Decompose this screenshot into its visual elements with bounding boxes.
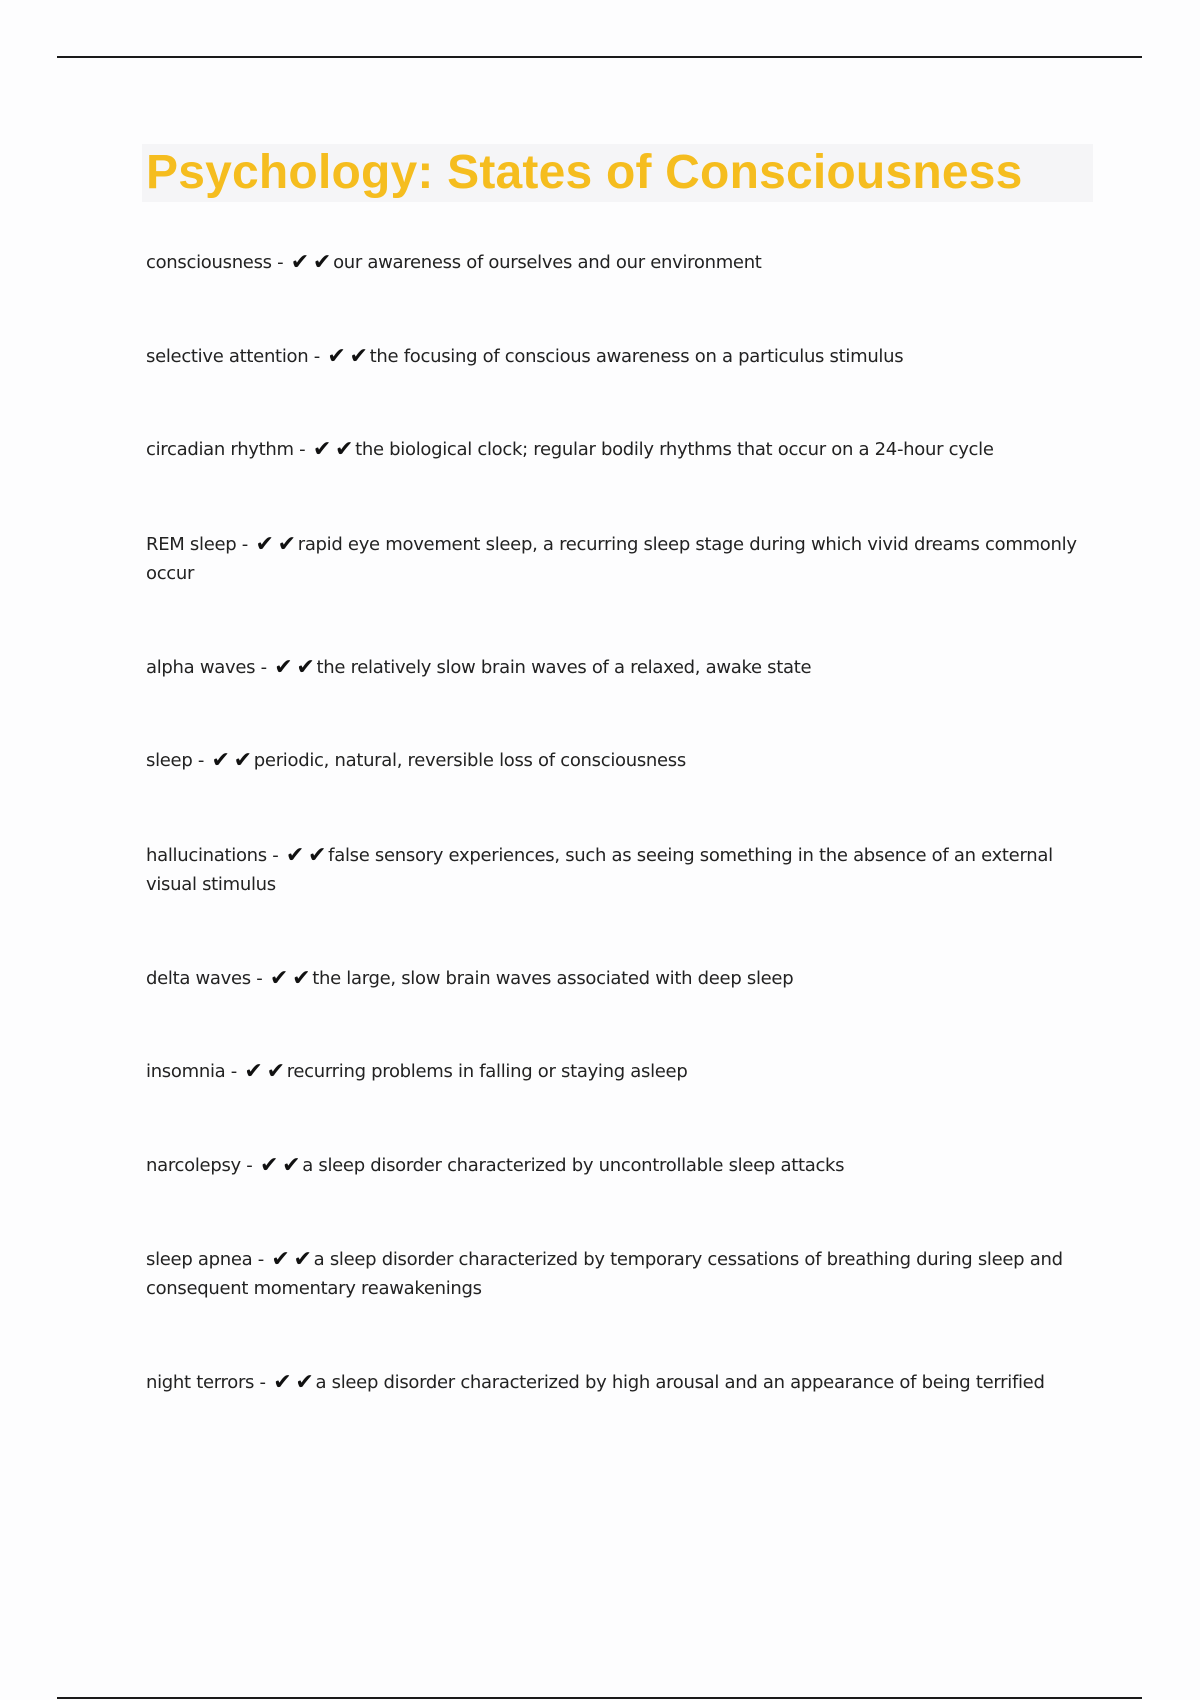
check-icon: ✔ [273, 1370, 292, 1395]
check-icon: ✔ [282, 1153, 301, 1178]
definition: the focusing of conscious awareness on a particulus stimulus [369, 346, 904, 367]
term: selective attention [146, 346, 309, 367]
definition: false sensory experiences, such as seeing something in the absence of an external visual stimulus [146, 845, 1053, 895]
check-icon: ✔ [244, 1059, 263, 1084]
definition: recurring problems in falling or staying asleep [286, 1061, 688, 1082]
separator: - [254, 1372, 272, 1393]
term: night terrors [146, 1372, 255, 1393]
check-icon: ✔ [349, 344, 368, 369]
check-icon: ✔ [295, 1370, 314, 1395]
check-icon: ✔ [334, 437, 354, 462]
separator: - [255, 657, 273, 678]
list-item [146, 1245, 1096, 1303]
definition: periodic, natural, reversible loss of consciousness [253, 750, 686, 771]
term: consciousness [146, 252, 272, 273]
bottom-rule [57, 1697, 1142, 1699]
list-item [146, 964, 1096, 993]
separator: - [293, 439, 311, 460]
check-icon: ✔ [269, 966, 289, 991]
term: sleep apnea [146, 1249, 253, 1270]
list-item [146, 530, 1096, 588]
term: REM sleep [146, 534, 237, 555]
list-item [146, 342, 1096, 371]
check-icon: ✔ [271, 1247, 290, 1272]
list-item [146, 1368, 1096, 1397]
term: alpha waves [146, 657, 256, 678]
definition: rapid eye movement sleep, a recurring sleep stage during which vivid dreams commonly occur [146, 534, 1077, 584]
list-item [146, 248, 1096, 277]
separator: - [252, 1249, 270, 1270]
separator: - [250, 968, 268, 989]
check-icon: ✔ [266, 1059, 285, 1084]
check-icon: ✔ [327, 344, 346, 369]
separator: - [271, 252, 289, 273]
separator: - [225, 1061, 243, 1082]
check-icon: ✔ [296, 655, 315, 680]
list-item [146, 653, 1096, 682]
definition: a sleep disorder characterized by temporary cessations of breathing during sleep and consequent momentary reawakenings [146, 1249, 1063, 1299]
check-icon: ✔ [274, 655, 293, 680]
separator: - [192, 750, 210, 771]
separator: - [308, 346, 326, 367]
check-icon: ✔ [308, 843, 327, 868]
top-rule [57, 56, 1142, 58]
definition: the relatively slow brain waves of a relaxed, awake state [316, 657, 812, 678]
term: sleep [146, 750, 193, 771]
separator: - [266, 845, 284, 866]
list-item [146, 435, 1096, 464]
check-icon: ✔ [293, 1247, 312, 1272]
term: circadian rhythm [146, 439, 294, 460]
definition: our awareness of ourselves and our environment [333, 252, 762, 273]
check-icon: ✔ [290, 250, 309, 275]
check-icon: ✔ [277, 532, 296, 557]
check-icon: ✔ [312, 250, 332, 275]
term: delta waves [146, 968, 251, 989]
list-item [146, 1151, 1096, 1180]
check-icon: ✔ [255, 532, 274, 557]
definition: a sleep disorder characterized by high arousal and an appearance of being terrified [315, 1372, 1045, 1393]
check-icon: ✔ [292, 966, 311, 991]
term: hallucinations [146, 845, 267, 866]
page-title: Psychology: States of Consciousness [146, 146, 1023, 199]
separator: - [240, 1155, 258, 1176]
check-icon: ✔ [259, 1153, 279, 1178]
definition: the biological clock; regular bodily rhythms that occur on a 24-hour cycle [355, 439, 994, 460]
definition: a sleep disorder characterized by uncontrollable sleep attacks [302, 1155, 845, 1176]
definition: the large, slow brain waves associated with deep sleep [312, 968, 794, 989]
separator: - [236, 534, 254, 555]
check-icon: ✔ [233, 748, 252, 773]
list-item [146, 746, 1096, 775]
check-icon: ✔ [285, 843, 305, 868]
check-icon: ✔ [312, 437, 331, 462]
list-item [146, 1057, 1096, 1086]
term: narcolepsy [146, 1155, 241, 1176]
check-icon: ✔ [211, 748, 230, 773]
term: insomnia [146, 1061, 226, 1082]
list-item [146, 841, 1096, 899]
